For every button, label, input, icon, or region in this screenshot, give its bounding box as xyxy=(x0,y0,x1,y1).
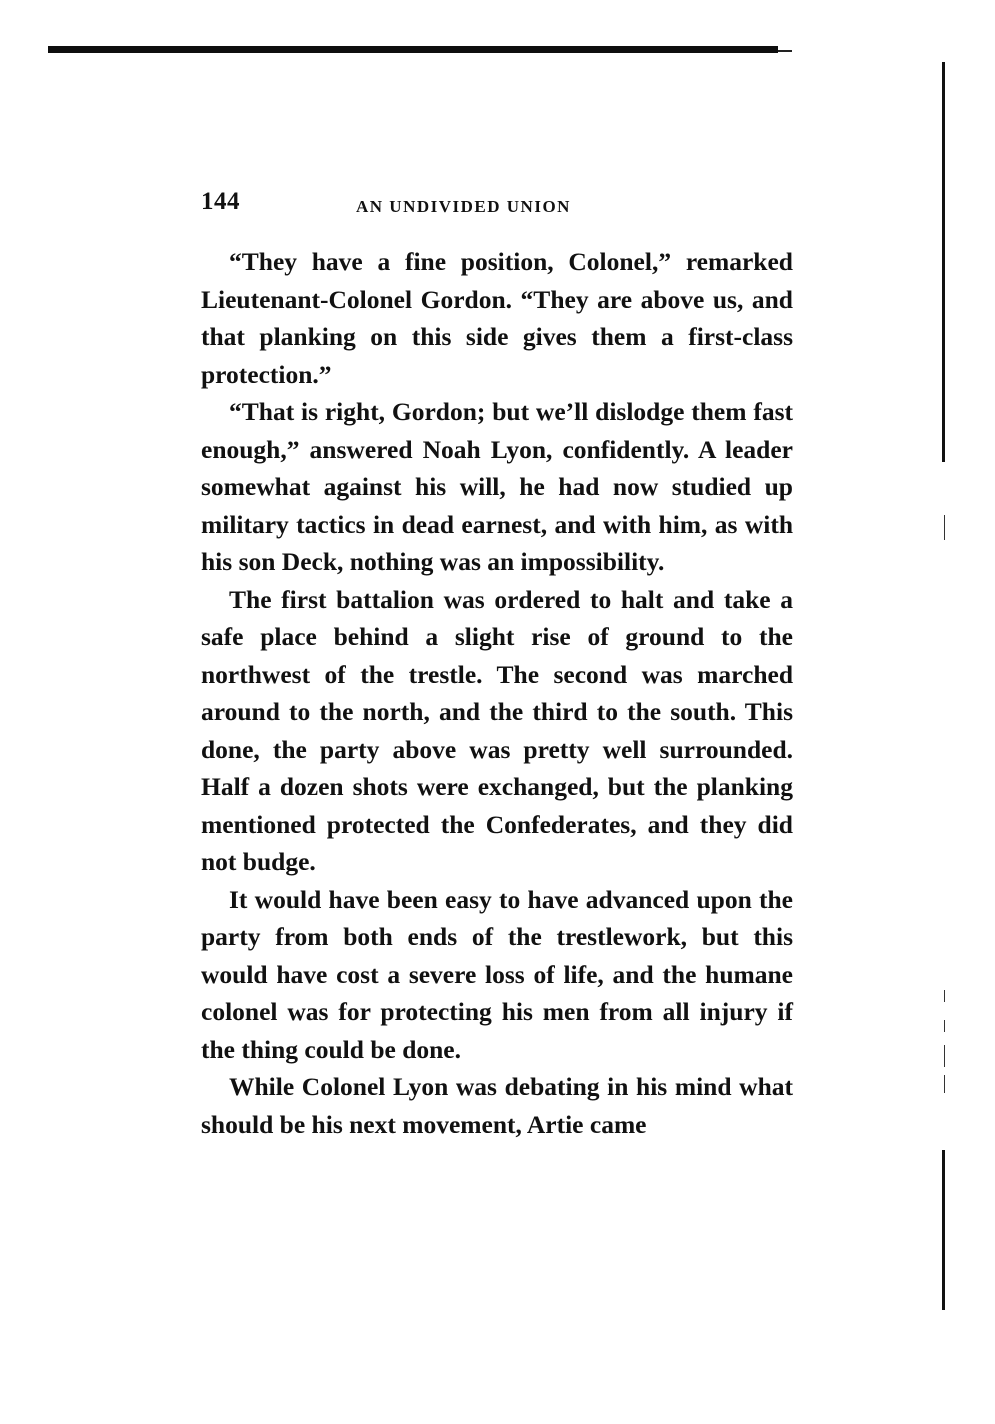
page-edge-tick xyxy=(944,515,945,540)
paragraph: While Colonel Lyon was debating in his mind what should be his next movement, Artie came xyxy=(201,1072,793,1139)
paragraph: “They have a fine position, Colonel,” remarked Lieutenant-Colonel Gordon. “They are above us, and that planking on this side gives them a first-class protection.” xyxy=(201,247,793,389)
paragraph: It would have been easy to have advanced upon the party from both ends of the trestlework, but this would have cost a severe loss of life, and the humane colonel was for protecting his men from all injury if the thing could be done. xyxy=(201,884,793,1064)
paragraph: “That is right, Gordon; but we’ll dislodge them fast enough,” answered Noah Lyon, confidently. A leader somewhat against his will, he had now studied up military tactics in dead earnest, and with him, as with his son Deck, nothing was an impossibility. xyxy=(201,397,793,576)
page-edge-line-lower xyxy=(942,1150,945,1310)
page-edge-tick xyxy=(944,1075,945,1093)
top-rule-tail xyxy=(778,50,792,52)
page-header xyxy=(201,188,796,222)
page-edge-line-upper xyxy=(942,62,945,462)
top-rule xyxy=(48,46,778,53)
running-title: AN UNDIVIDED UNION xyxy=(356,197,571,216)
body-text xyxy=(201,243,793,1143)
page-edge-tick xyxy=(944,1045,945,1067)
page-edge-tick xyxy=(944,1020,945,1032)
page-number: 144 xyxy=(201,188,240,215)
paragraph: The first battalion was ordered to halt and take a safe place behind a slight rise of ground to the northwest of the trestle. The second was marched around to the north, and the third to the south. This done, the party above was pretty well surrounded. Half a dozen shots were exchanged, but the planking mentioned protected the Confederates, and they did not budge. xyxy=(201,584,793,876)
page-edge-tick xyxy=(944,990,945,1002)
